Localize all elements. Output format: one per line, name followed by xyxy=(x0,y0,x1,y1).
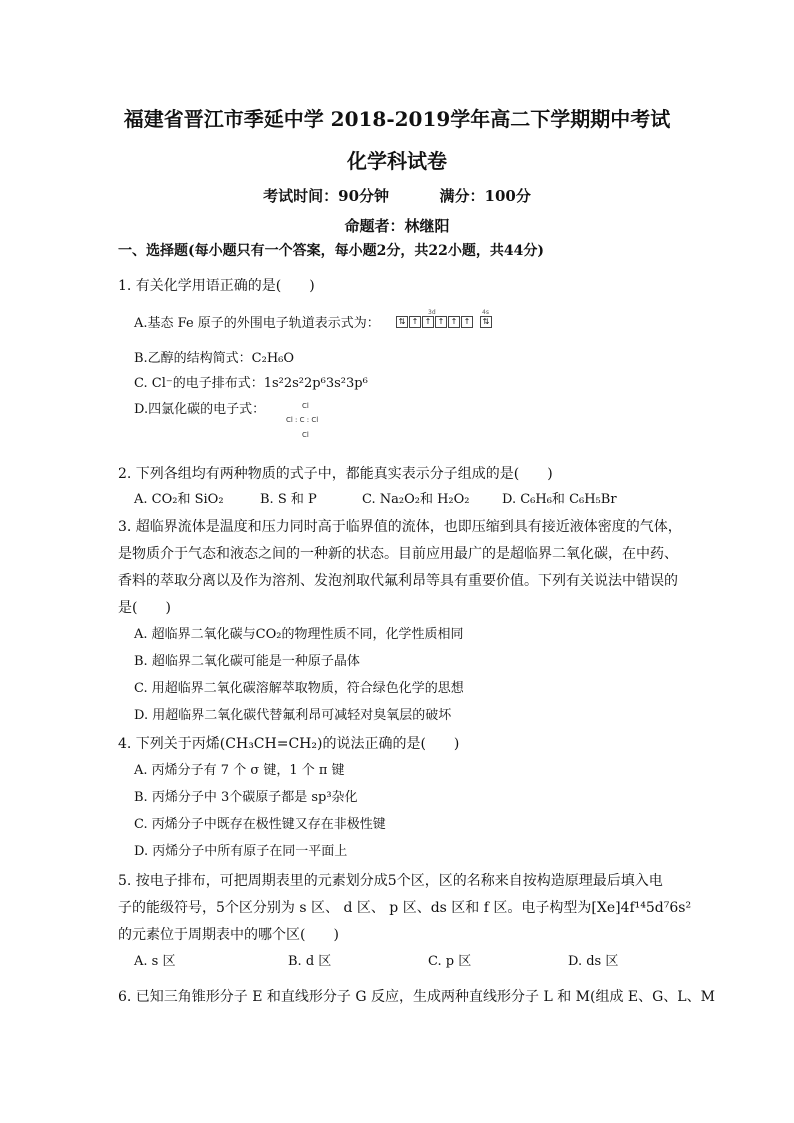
question-5-option-c: C. p 区 xyxy=(428,954,472,969)
question-2-stem: 2. 下列各组均有两种物质的式子中，都能真实表示分子组成的是( ) xyxy=(118,466,553,482)
page-subtitle: 化学科试卷 xyxy=(347,149,447,173)
orbital-box: ↑ xyxy=(448,316,460,328)
lewis-middle: Cl : C : Cl xyxy=(286,416,319,424)
question-1-option-a: A.基态 Fe 原子的外围电子轨道表示式为： xyxy=(134,316,380,331)
question-1-option-c: C. Cl⁻的电子排布式：1s²2s²2p⁶3s²3p⁶ xyxy=(134,376,368,391)
question-1-option-d: D.四氯化碳的电子式： xyxy=(134,402,266,417)
question-1-stem: 1. 有关化学用语正确的是( ) xyxy=(118,278,315,294)
question-3-option-b: B. 超临界二氧化碳可能是一种原子晶体 xyxy=(134,654,360,669)
section-heading: 一、选择题(每小题只有一个答案，每小题2分，共22小题，共44分) xyxy=(118,243,544,259)
question-6-line-1: 6. 已知三角锥形分子 E 和直线形分子 G 反应，生成两种直线形分子 L 和 M(组成 E、G、L、M xyxy=(118,989,715,1005)
question-3-option-c: C. 用超临界二氧化碳溶解萃取物质，符合绿色化学的思想 xyxy=(134,681,464,696)
question-5-option-b: B. d 区 xyxy=(288,954,332,969)
question-2-option-c: C. Na₂O₂和 H₂O₂ xyxy=(362,492,470,507)
question-4-option-a: A. 丙烯分子有 7 个 σ 键，1 个 π 键 xyxy=(134,763,345,778)
orbital-box: ↑ xyxy=(422,316,434,328)
orbital-box: ⇅ xyxy=(396,316,408,328)
question-4-option-d: D. 丙烯分子中所有原子在同一平面上 xyxy=(134,844,348,859)
orbital-box: ↑ xyxy=(461,316,473,328)
page-title: 福建省晋江市季延中学 2018-2019学年高二下学期期中考试 xyxy=(123,107,671,131)
exam-info xyxy=(0,186,794,206)
orbital-4s-label: 4s xyxy=(482,309,489,316)
question-5-line-1: 5. 按电子排布，可把周期表里的元素划分成5个区，区的名称来自按构造原理最后填入电 xyxy=(118,873,663,889)
question-5-line-2: 子的能级符号，5个区分别为 s 区、 d 区、 p 区、ds 区和 f 区。电子构型为[Xe]4f¹⁴5d⁷6s² xyxy=(118,900,692,916)
question-3-line-3: 香料的萃取分离以及作为溶剂、发泡剂取代氟利昂等具有重要价值。下列有关说法中错误的 xyxy=(118,573,678,589)
question-3-line-2: 是物质介于气态和液态之间的一种新的状态。目前应用最广的是超临界二氧化碳，在中药、 xyxy=(118,546,678,562)
question-4-option-c: C. 丙烯分子中既存在极性键又存在非极性键 xyxy=(134,817,386,832)
question-4-stem: 4. 下列关于丙烯(CH₃CH=CH₂)的说法正确的是( ) xyxy=(118,736,460,752)
question-5-option-d: D. ds 区 xyxy=(568,954,619,969)
orbital-box: ↑ xyxy=(409,316,421,328)
question-3-option-a: A. 超临界二氧化碳与CO₂的物理性质不同，化学性质相同 xyxy=(134,627,464,642)
question-2-option-b: B. S 和 P xyxy=(260,492,317,507)
question-3-line-1: 3. 超临界流体是温度和压力同时高于临界值的流体，也即压缩到具有接近液体密度的气体， xyxy=(118,519,682,535)
question-5-line-3: 的元素位于周期表中的哪个区( ) xyxy=(118,927,339,943)
orbital-box: ⇅ xyxy=(480,316,492,328)
author-line: 命题者：林继阳 xyxy=(344,217,450,235)
question-5-option-a: A. s 区 xyxy=(134,954,176,969)
question-1-option-b: B.乙醇的结构简式：C₂H₆O xyxy=(134,351,295,366)
exam-time: 考试时间：90分钟 xyxy=(263,187,390,205)
question-2-option-a: A. CO₂和 SiO₂ xyxy=(134,492,224,507)
orbital-diagram-3d xyxy=(396,316,474,328)
lewis-cl-bottom: Cl xyxy=(302,431,309,439)
question-2-option-d: D. C₆H₆和 C₆H₅Br xyxy=(502,492,617,507)
lewis-cl-top: Cl xyxy=(302,402,309,410)
question-3-line-4: 是( ) xyxy=(118,600,171,616)
orbital-diagram-4s xyxy=(480,316,493,328)
orbital-3d-label: 3d xyxy=(428,309,436,316)
orbital-box: ↑ xyxy=(435,316,447,328)
question-3-option-d: D. 用超临界二氧化碳代替氟利昂可减轻对臭氧层的破坏 xyxy=(134,708,452,723)
full-score: 满分：100分 xyxy=(439,187,531,205)
question-4-option-b: B. 丙烯分子中 3个碳原子都是 sp³杂化 xyxy=(134,790,358,805)
